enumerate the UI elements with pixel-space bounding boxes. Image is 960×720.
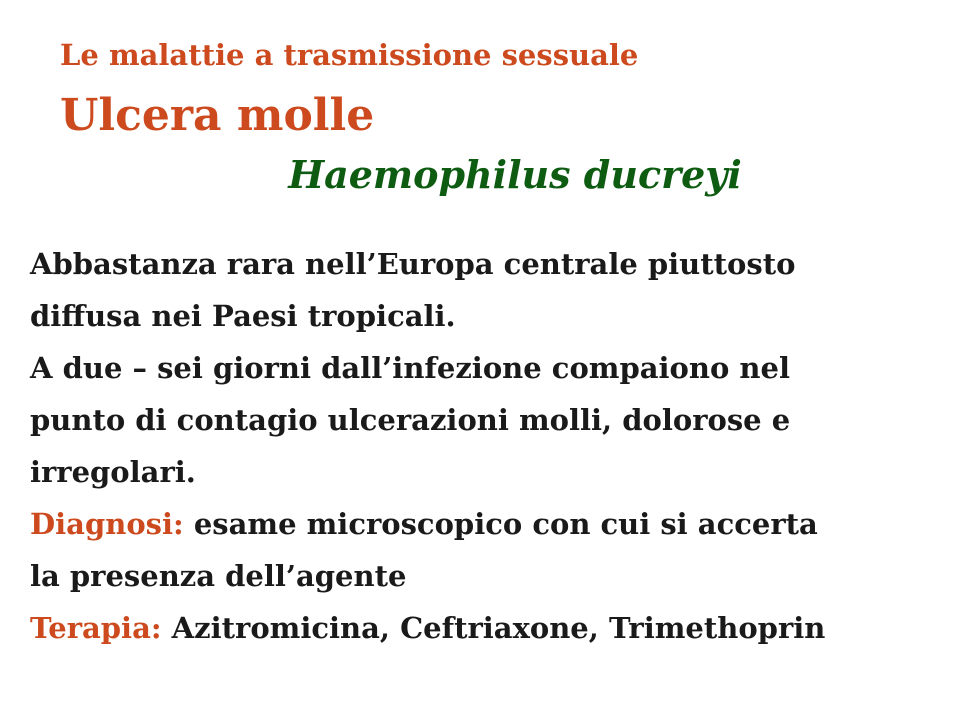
body-line: la presenza dell’agente (30, 559, 407, 593)
slide-supertitle: Le malattie a trasmissione sessuale (60, 38, 639, 72)
slide-title: Ulcera molle (60, 90, 375, 141)
slide-body (30, 238, 940, 654)
body-line: Abbastanza rara nell’Europa centrale piuttosto (30, 247, 796, 281)
body-line: irregolari. (30, 455, 196, 489)
terapia-text: Azitromicina, Ceftriaxone, Trimethoprin (161, 611, 826, 645)
diagnosi-text: esame microscopico con cui si accerta (183, 507, 818, 541)
body-line: A due – sei giorni dall’infezione compaiono nel (30, 351, 790, 385)
body-line: diffusa nei Paesi tropicali. (30, 299, 456, 333)
body-line: punto di contagio ulcerazioni molli, dolorose e (30, 403, 791, 437)
diagnosi-line (30, 498, 940, 550)
terapia-line (30, 602, 940, 654)
diagnosi-label: Diagnosi: (30, 507, 184, 541)
terapia-label: Terapia: (30, 611, 162, 645)
slide-subtitle: Haemophilus ducreyi (288, 152, 742, 197)
